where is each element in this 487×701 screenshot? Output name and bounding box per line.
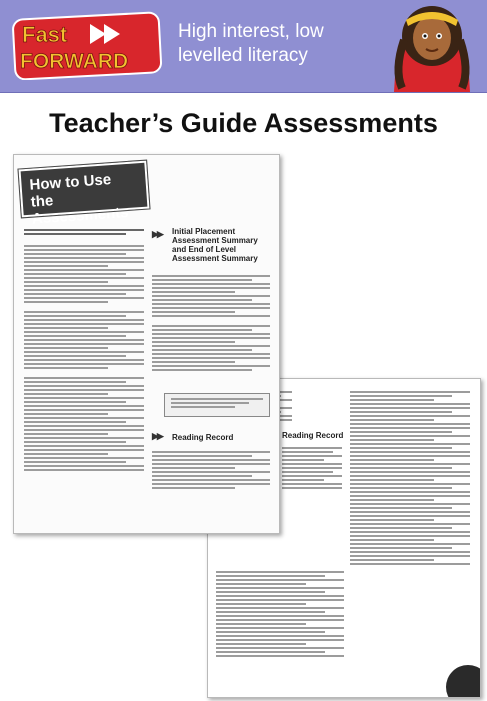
tagline: High interest, low levelled literacy (178, 21, 324, 66)
how-to-use-heading: How to Use the Assessments (18, 161, 149, 218)
back-page-list-text (216, 569, 344, 659)
page-corner-decoration (446, 665, 481, 698)
front-page-thumbnail (13, 154, 280, 534)
mascot-character-icon (384, 0, 480, 92)
back-page-section-title: Reading Record (282, 431, 344, 440)
document-preview (0, 148, 487, 701)
page-title: Teacher’s Guide Assessments (49, 108, 438, 138)
logo-forward-text: FORWARD (20, 50, 129, 73)
section-arrow-icon: ▶▶ (152, 431, 162, 441)
section-heading-summary: Initial Placement Assessment Summary and End of Level Assessment Summary (172, 227, 258, 263)
section-heading-reading-record: Reading Record (172, 433, 234, 442)
header-banner (0, 0, 487, 93)
front-page-left-column (24, 227, 144, 473)
note-box (164, 393, 270, 417)
back-page-mid-text (282, 445, 342, 491)
back-page-right-text (350, 389, 470, 567)
fast-forward-logo (12, 10, 162, 80)
logo-fast-text: Fast (22, 22, 68, 47)
section-arrow-icon: ▶▶ (152, 229, 162, 239)
front-page-reading-record-text (152, 449, 270, 491)
front-page-right-column (152, 273, 270, 373)
